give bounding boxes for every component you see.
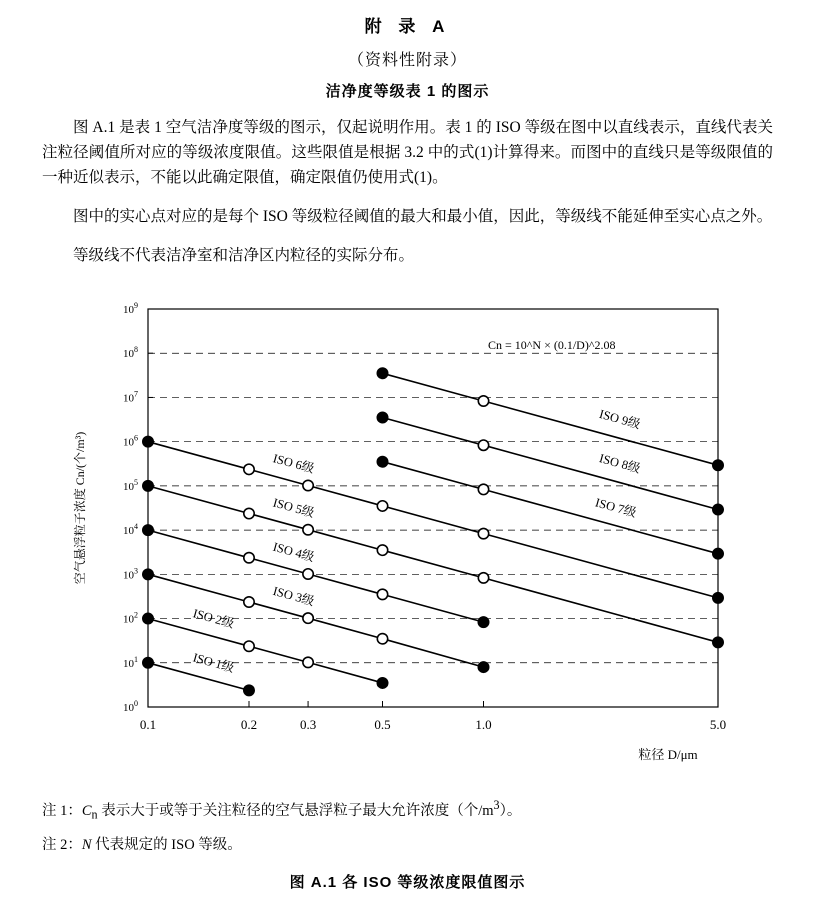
document-page [0,12,815,916]
x-tick-label: 0.2 [240,716,257,732]
data-point-filled [142,613,152,623]
series-label: ISO 4级 [270,539,316,564]
series-label: ISO 1级 [190,649,236,675]
y-tick-label: $10^6$ [122,433,138,449]
data-point-filled [142,657,152,667]
data-point-filled [377,456,387,466]
data-point-open [302,480,312,490]
data-point-filled [712,548,722,558]
data-point-filled [377,412,387,422]
data-point-open [302,613,312,623]
series-label: ISO 7级 [593,494,638,520]
y-tick-label: $10^4$ [122,521,138,537]
data-point-open [243,641,253,651]
series-label: ISO 8级 [597,450,642,476]
data-point-open [377,589,387,599]
data-point-filled [142,524,152,534]
data-point-open [243,552,253,562]
chart-figure [58,287,758,787]
data-point-open [478,484,488,494]
data-point-open [478,395,488,405]
paragraph-2: 图中的实心点对应的是每个 ISO 等级粒径阈值的最大和最小值，因此，等级线不能延伸至实心点之外。 [73,208,773,226]
x-axis-label: 粒径 D/μm [637,746,698,762]
appendix-subtitle: （资料性附录） [347,52,467,69]
y-tick-label: $10^0$ [122,698,138,714]
series-label: ISO 2级 [190,605,236,631]
x-tick-label: 1.0 [474,716,492,732]
data-point-filled [377,368,387,378]
appendix-title: 附 录 A [364,17,451,36]
x-tick-label: 0.5 [373,716,391,732]
data-point-open [302,657,312,667]
series-label: ISO 9级 [597,406,642,432]
y-tick-label: $10^3$ [122,565,138,581]
y-axis-label: 空气悬浮粒子浓度 Cn/(个/m³) [72,431,87,584]
data-point-open [243,596,253,606]
series-label: ISO 5级 [270,495,316,520]
data-point-open [243,508,253,518]
series-label: ISO 6级 [270,450,316,476]
y-tick-label: $10^8$ [122,344,138,360]
data-point-open [243,464,253,474]
y-tick-label: $10^5$ [122,477,138,493]
data-point-open [377,633,387,643]
data-point-open [377,545,387,555]
data-point-filled [478,616,488,626]
formula-annotation: Cn = 10^N × (0.1/D)^2.08 [487,337,615,352]
x-tick-label: 0.3 [299,716,316,732]
iso-class-concentration-chart [58,287,758,787]
data-point-open [302,524,312,534]
data-point-filled [712,637,722,647]
data-point-open [478,572,488,582]
y-tick-label: $10^7$ [122,388,138,404]
paragraph-1: 图 A.1 是表 1 空气洁净度等级的图示，仅起说明作用。表 1 的 ISO 等级在图中以直线表示，直线代表关注粒径阈值所对应的等级浓度限值。这些限值是根据 3.2 中的式(1)计算得来。而图中的直线只是等级限值的一种近似表示，不能以此确定限值，确定限值仍使用式(1)。 [42,119,773,187]
data-point-filled [142,480,152,490]
data-point-filled [712,460,722,470]
y-tick-label: $10^2$ [122,610,138,626]
data-point-open [478,528,488,538]
appendix-section-title: 洁净度等级表 1 的图示 [325,83,490,100]
data-point-open [478,440,488,450]
data-point-filled [712,592,722,602]
data-point-filled [142,436,152,446]
x-tick-label: 5.0 [709,716,726,732]
note-1: 注 1：$C_n$ 表示大于或等于关注粒径的空气悬浮粒子最大允许浓度（个$/m^3$）。 [42,797,522,822]
y-tick-label: $10^1$ [122,654,138,670]
data-point-filled [142,569,152,579]
data-point-filled [712,504,722,514]
paragraph-3: 等级线不代表洁净室和洁净区内粒径的实际分布。 [73,247,415,265]
data-point-open [302,568,312,578]
y-tick-label: $10^9$ [122,300,138,316]
figure-caption: 图 A.1 各 ISO 等级浓度限值图示 [289,874,526,892]
series-label: ISO 3级 [270,583,316,609]
data-point-filled [478,661,488,671]
note-2: 注 2：N 代表规定的 ISO 等级。 [42,836,242,853]
data-point-filled [243,685,253,695]
x-tick-label: 0.1 [139,716,156,732]
data-point-filled [377,677,387,687]
data-point-open [377,500,387,510]
